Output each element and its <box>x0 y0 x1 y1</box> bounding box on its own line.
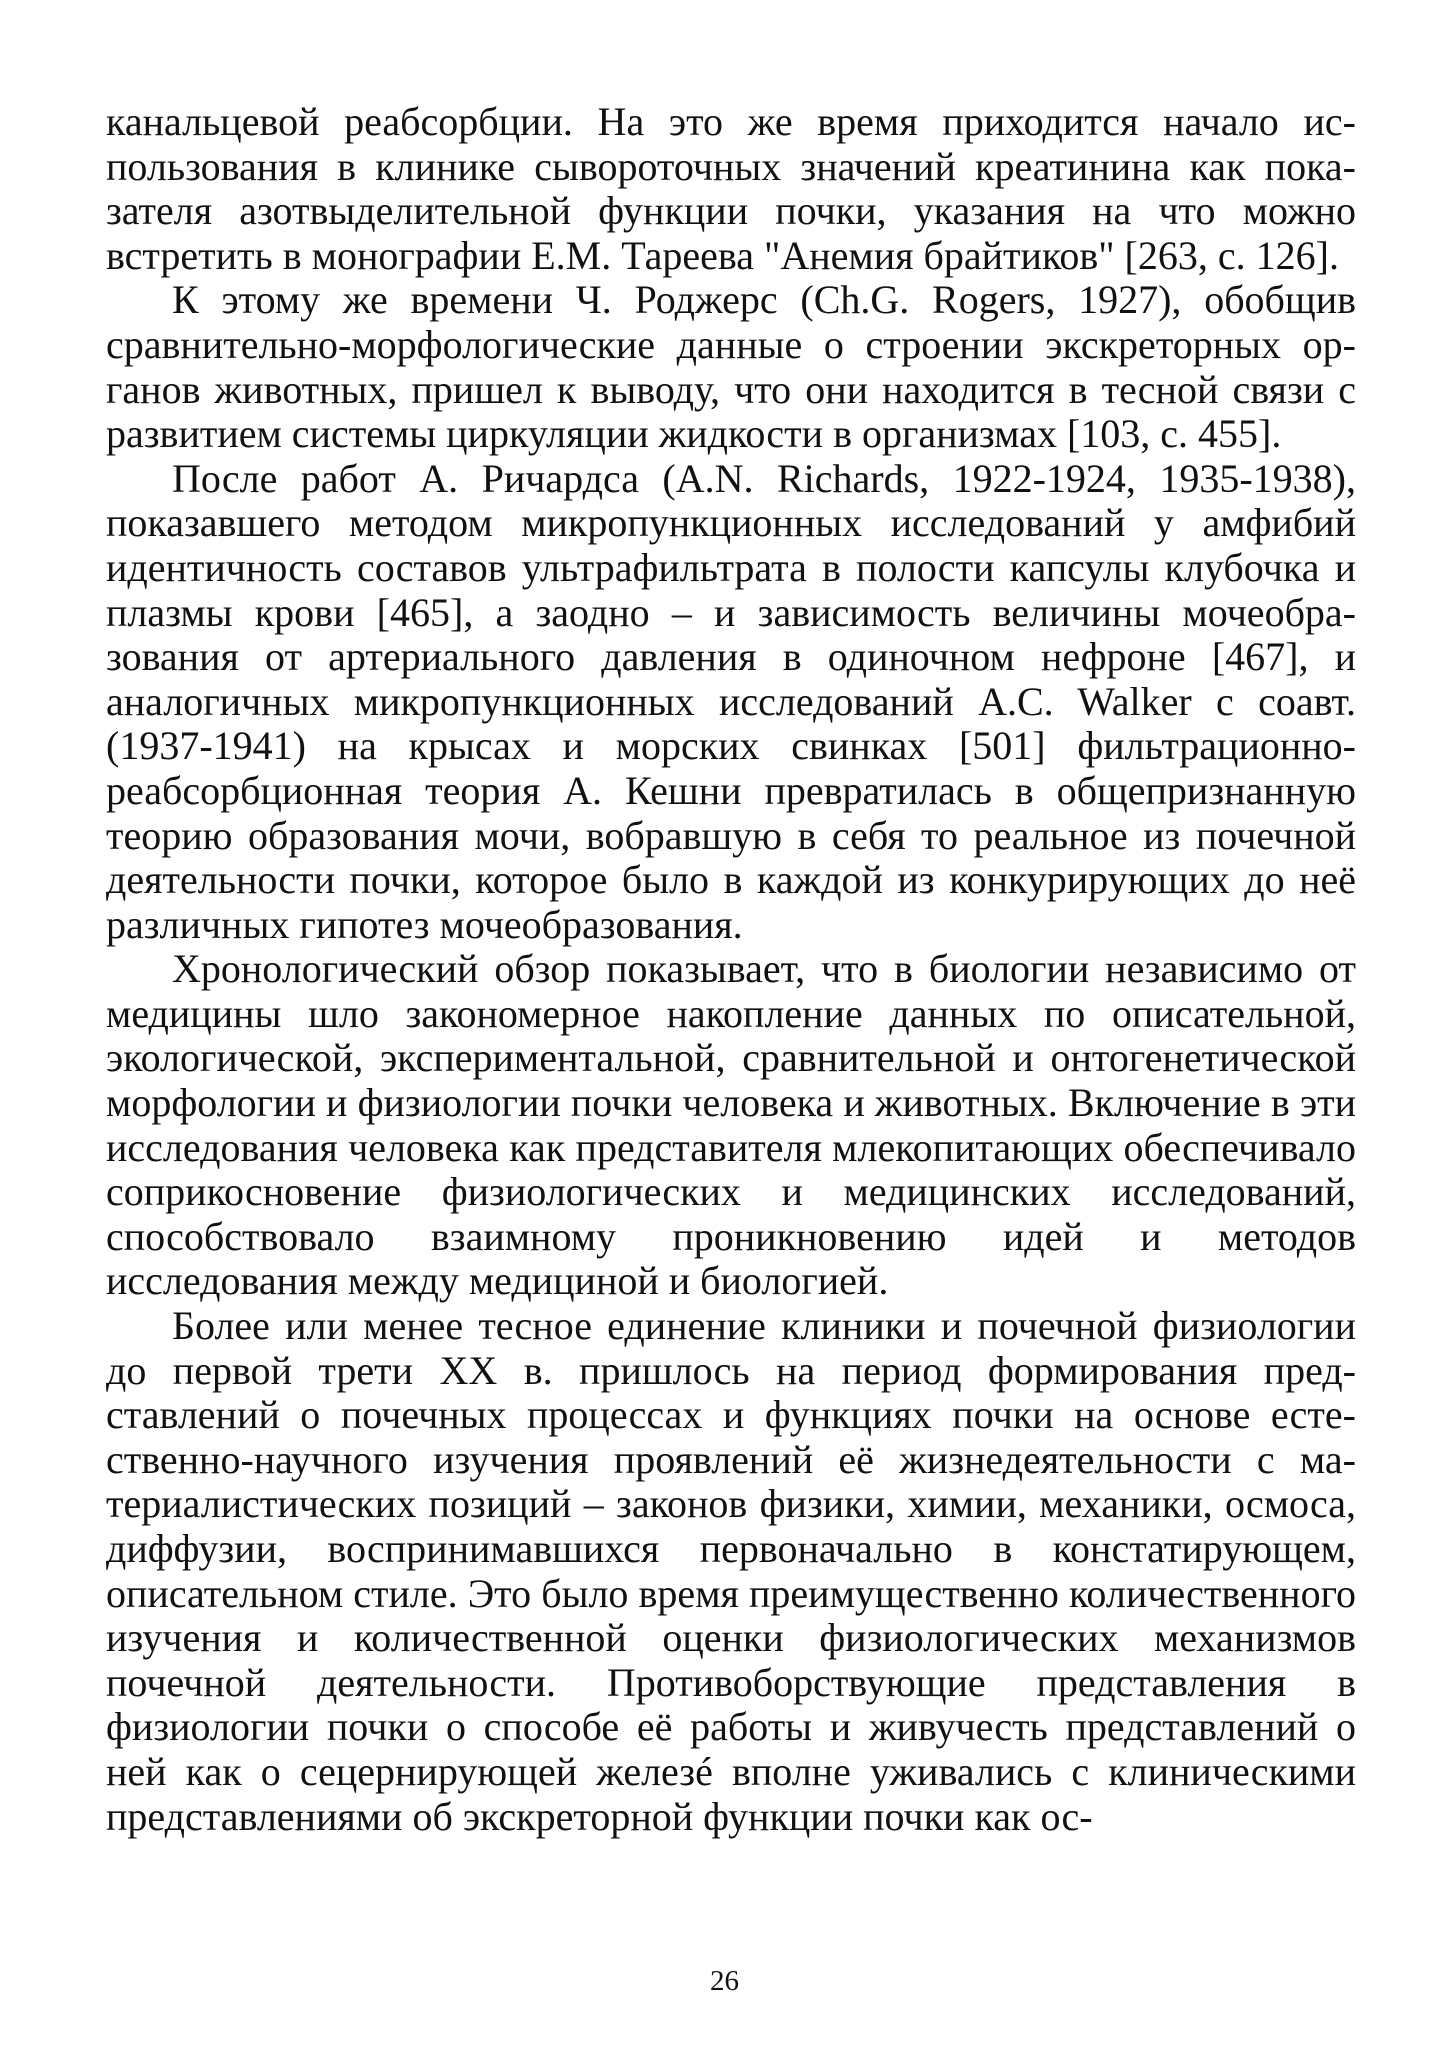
page-body <box>106 100 1356 1839</box>
paragraph: После работ А. Ричардса (A.N. Richards, 1922-1924, 1935-1938), показавшего методом микропункционных исследований у амфибий идентичность составов ультрафильтрата в полости капсулы клубочка и плазмы крови [465], а заодно – и зависимость величины мочеобразования от артериального давления в одиночном нефроне [467], и аналогичных микропункционных исследований A.C. Walker с соавт. (1937-1941) на крысах и морских свинках [501] фильтрационно-реабсорбционная теория А. Кешни превратилась в общепризнанную теорию образования мочи, вобравшую в себя то реальное из почечной деятельности почки, которое было в каждой из конкурирующих до неё различных гипотез мочеобразования. <box>106 455 1356 947</box>
paragraph: К этому же времени Ч. Роджерс (Ch.G. Rogers, 1927), обобщив сравнительно-морфологические данные о строении экскреторных органов животных, пришел к выводу, что они находится в тесной связи с развитием системы циркуляции жидкости в организмах [103, с. 455]. <box>106 277 1356 457</box>
page-number: 26 <box>710 1965 739 1997</box>
paragraph: Более или менее тесное единение клиники и почечной физиологии до первой трети XX в. пришлось на период формирования представлений о почечных процессах и функциях почки на основе естественно-научного изучения проявлений её жизнедеятельности с материалистических позиций – законов физики, химии, механики, осмоса, диффузии, воспринимавшихся первоначально в констатирующем, описательном стиле. Это было время преимущественно количественного изучения и количественной оценки физиологических механизмов почечной деятельности. Противоборствующие представления в физиологии почки о способе её работы и живучесть представлений о ней как о сецернирующей железé вполне уживались с клиническими представлениями об экскреторной функции почки как ос- <box>106 1303 1356 1839</box>
paragraph: Хронологический обзор показывает, что в биологии независимо от медицины шло закономерное накопление данных по описательной, экологической, экспериментальной, сравнительной и онтогенетической морфологии и физиологии почки человека и животных. Включение в эти исследования человека как представителя млекопитающих обеспечивало соприкосновение физиологических и медицинских исследований, способствовало взаимному проникновению идей и методов исследования между медициной и биологией. <box>106 946 1356 1304</box>
paragraph: канальцевой реабсорбции. На это же время приходится начало использования в клинике сывороточных значений креатинина как показателя азотвыделительной функции почки, указания на что можно встретить в монографии Е.М. Тареева "Анемия брайтиков" [263, с. 126]. <box>106 99 1356 278</box>
